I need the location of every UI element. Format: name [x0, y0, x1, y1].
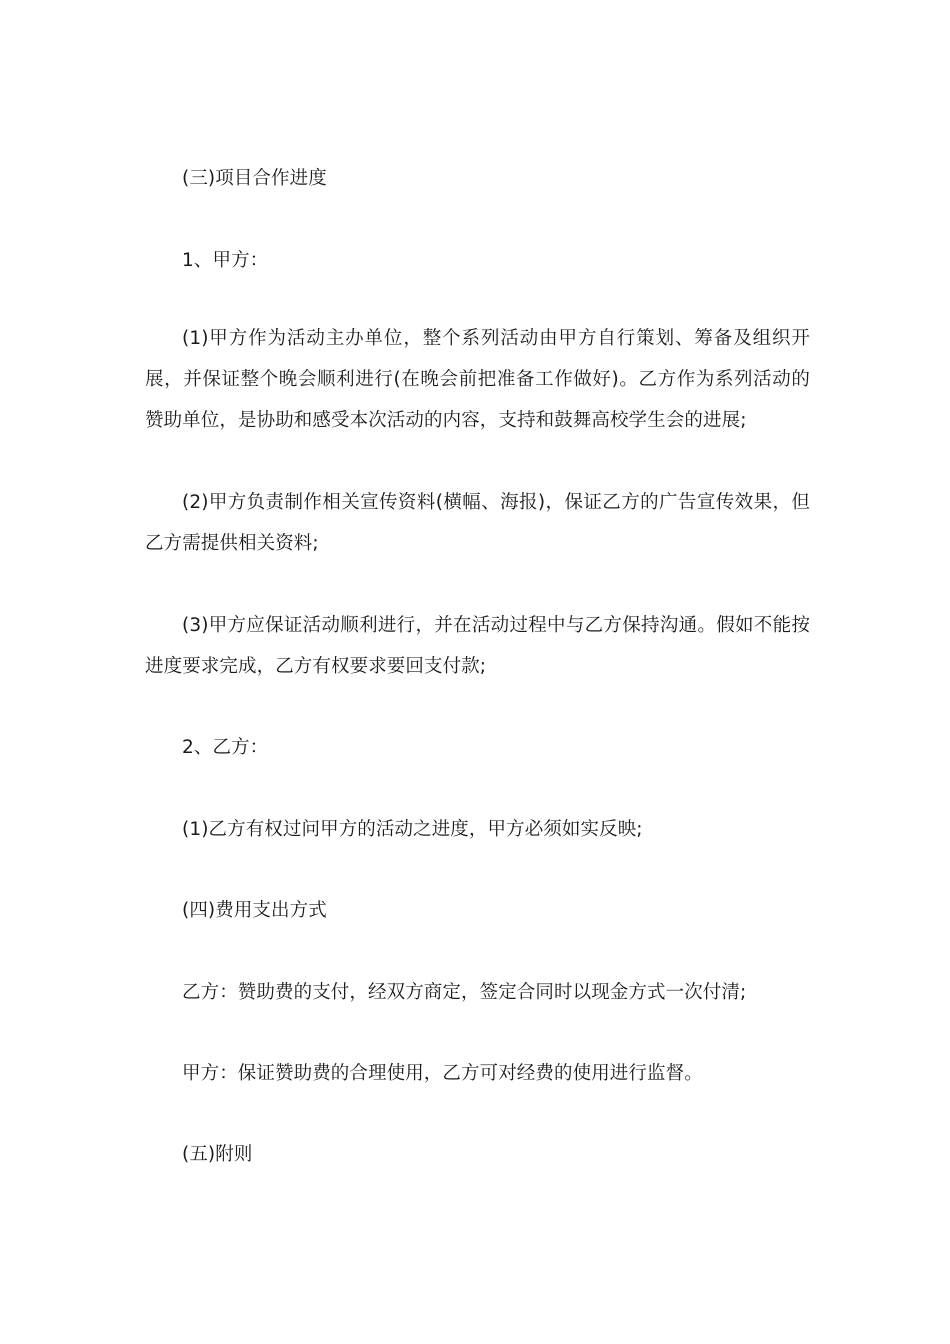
party-b-heading: 2、乙方： [182, 737, 269, 758]
party-a-heading: 1、甲方： [182, 250, 269, 271]
section-heading-payment: (四)费用支出方式 [182, 900, 327, 921]
section-heading-appendix: (五)附则 [182, 1144, 253, 1165]
party-a-clause-1: (1)甲方作为活动主办单位，整个系列活动由甲方自行策划、筹备及组织开展，并保证整个晚会顺利进行(在晚会前把准备工作做好)。乙方作为系列活动的赞助单位，是协助和感受本次活动的内容，支持和鼓舞高校学生会的进展; [145, 328, 810, 431]
party-b-clause-1: (1)乙方有权过问甲方的活动之进度，甲方必须如实反映; [182, 819, 643, 840]
section-heading-progress: (三)项目合作进度 [182, 168, 327, 189]
payment-party-b: 乙方：赞助费的支付，经双方商定，签定合同时以现金方式一次付清; [182, 982, 747, 1003]
party-a-clause-3: (3)甲方应保证活动顺利进行，并在活动过程中与乙方保持沟通。假如不能按进度要求完成，乙方有权要求要回支付款; [145, 615, 810, 677]
payment-party-a: 甲方：保证赞助费的合理使用，乙方可对经费的使用进行监督。 [182, 1063, 703, 1084]
party-a-clause-2: (2)甲方负责制作相关宣传资料(横幅、海报)，保证乙方的广告宣传效果，但乙方需提供相关资料; [145, 492, 810, 554]
